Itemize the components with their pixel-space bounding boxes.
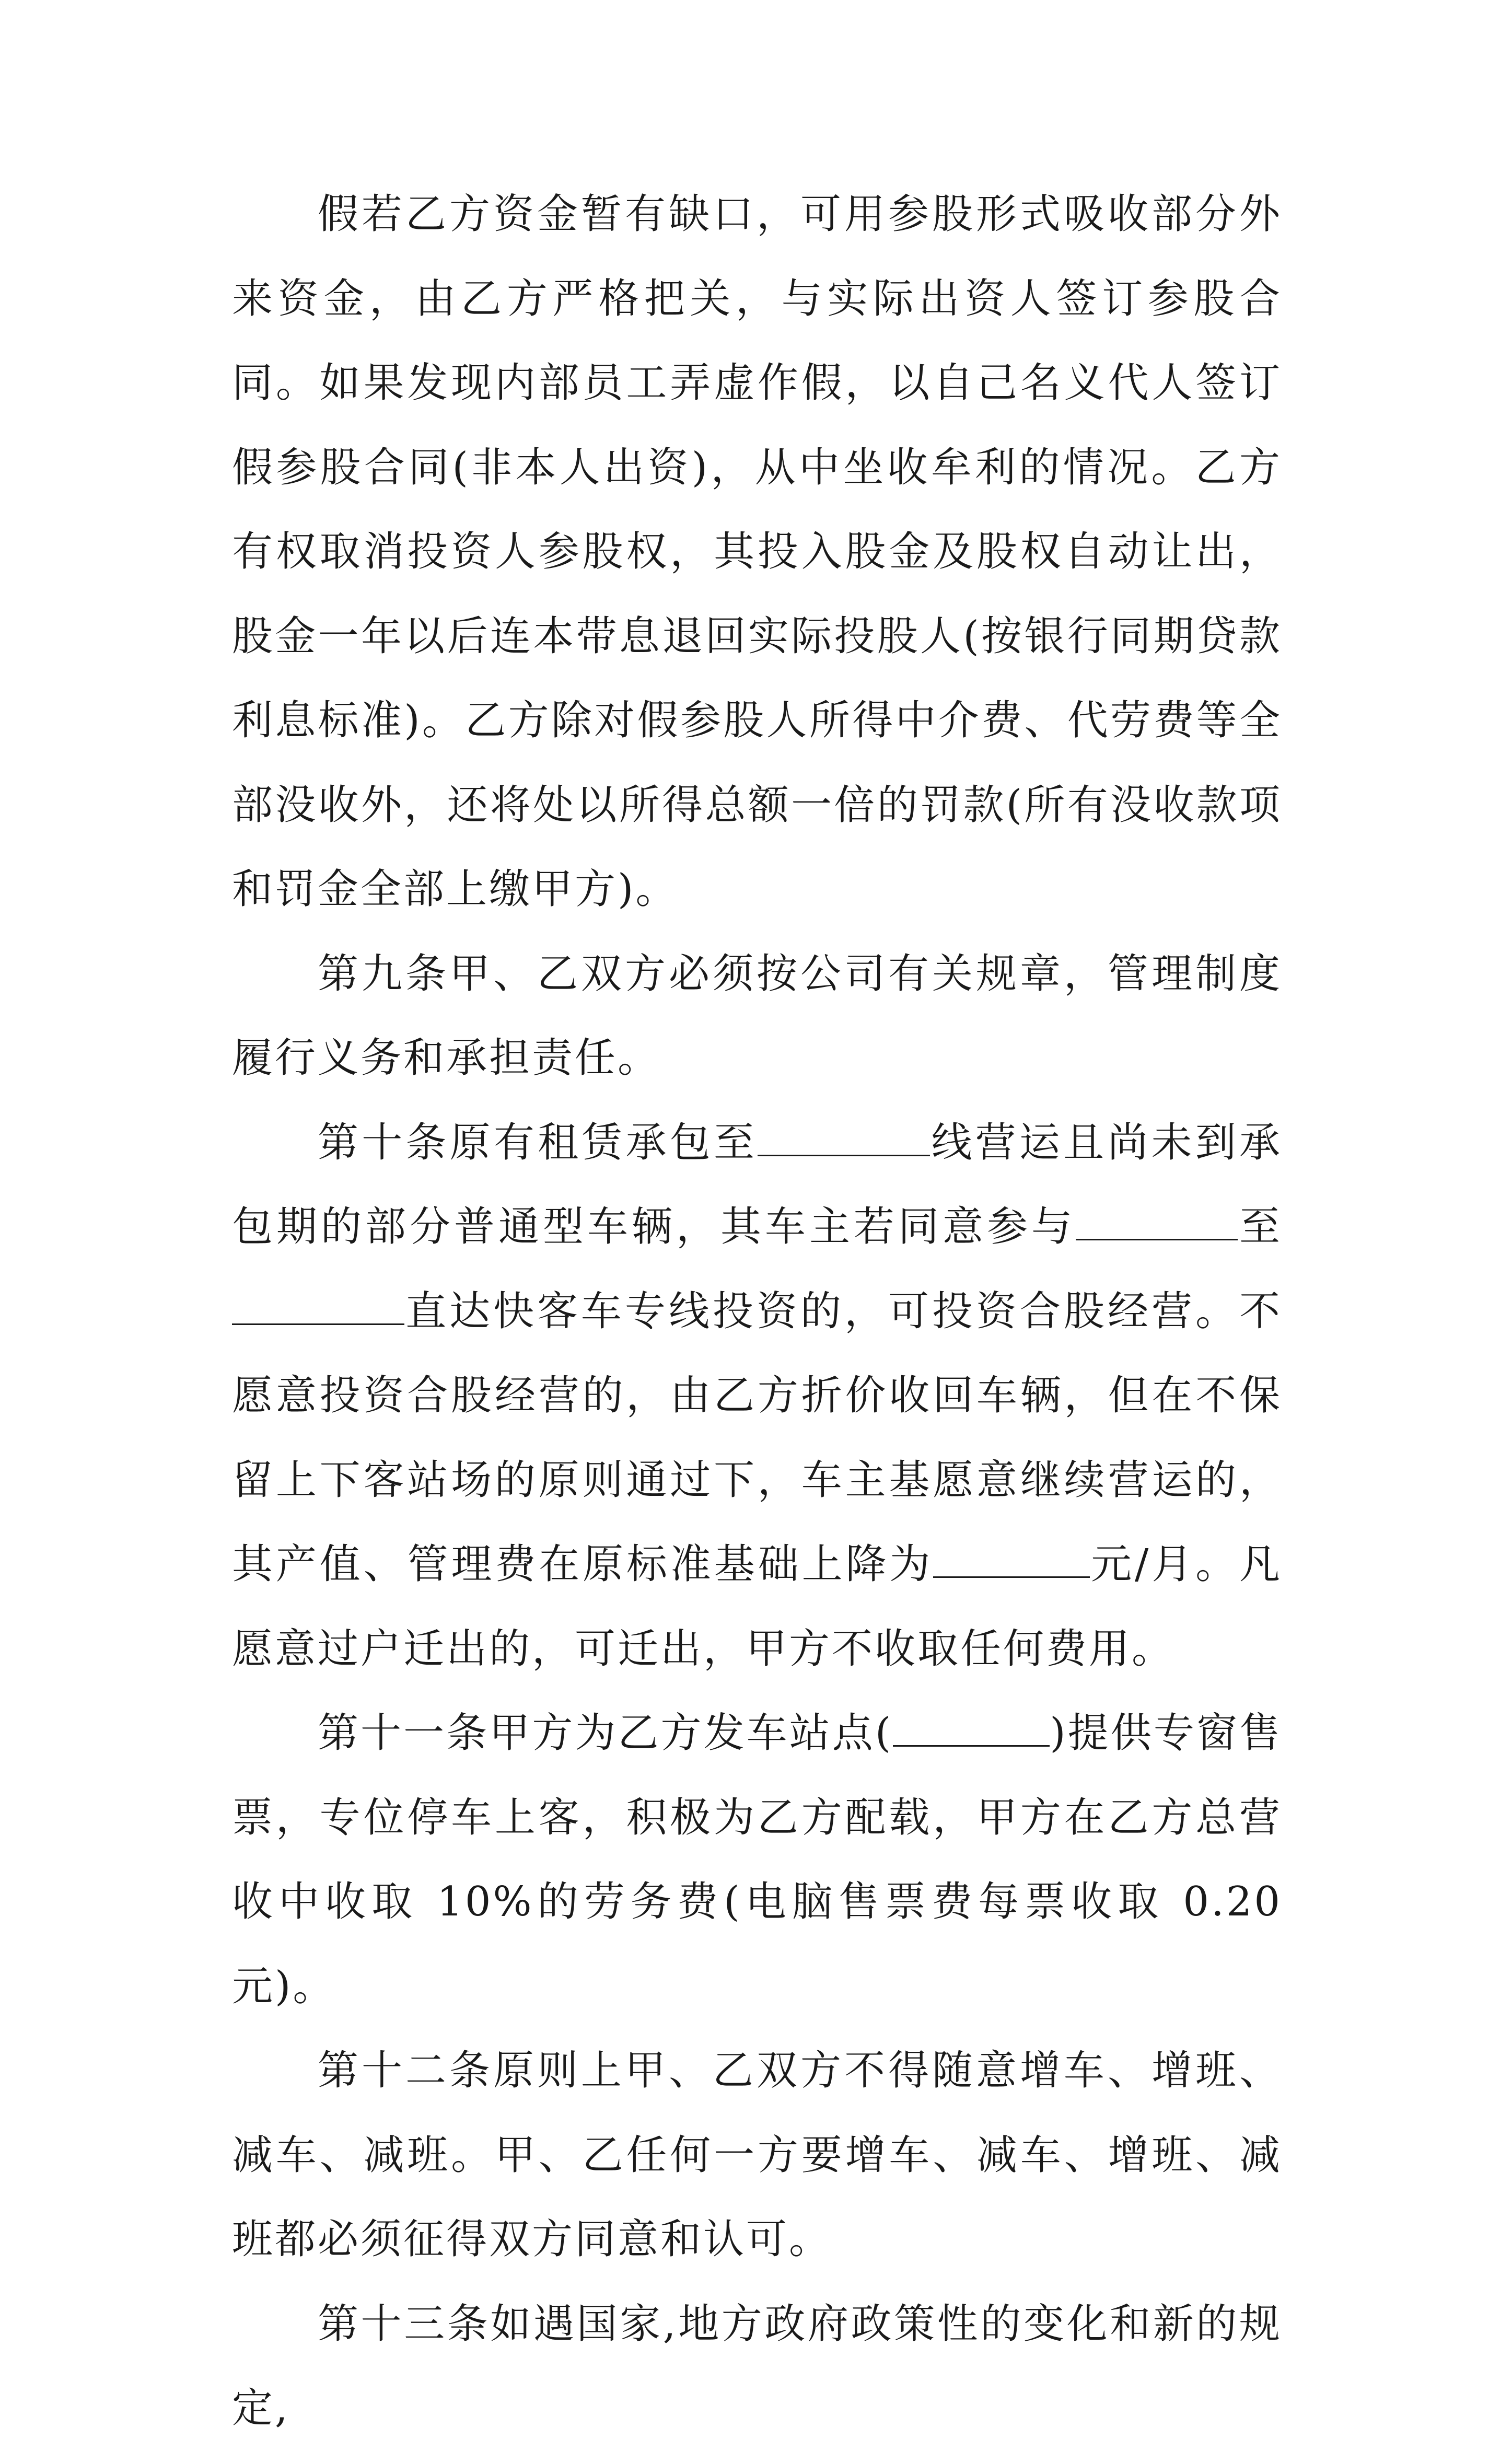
paragraph-text: 第十三条如遇国家,地方政府政策性的变化和新的规定, [232,2300,1282,2432]
paragraph-text: 第十二条原则上甲、乙双方不得随意增车、增班、减车、减班。甲、乙任何一方要增车、减车、增班、减班都必须征得双方同意和认可。 [232,2047,1282,2263]
paragraph-text: 第十条原有租赁承包至 [318,1119,758,1166]
paragraph-text: 至 [1237,1203,1282,1250]
paragraph-article-11 [232,1691,1282,2029]
paragraph-text: 第九条甲、乙双方必须按公司有关规章，管理制度履行义务和承担责任。 [232,950,1282,1082]
fill-in-blank [232,1287,404,1325]
paragraph-capital-shortfall [232,172,1282,932]
paragraph-text: 直达快客车专线投资的，可投资合股经营。不愿意投资合股经营的，由乙方折价收回车辆，但在不保留上下客站场的原则通过下，车主基愿意继续营运的，其产值、管理费在原标准基础上降为 [232,1287,1282,1588]
paragraph-text: )提供专窗售票，专位停车上客，积极为乙方配载，甲方在乙方总营收中收取 10%的劳务费(电脑售票费每票收取 0.20 元)。 [232,1710,1282,2010]
fill-in-blank [758,1118,930,1156]
paragraph-text: 线营运且尚未到承包期的部分普通型车辆，其车主若同意参与 [232,1119,1282,1250]
fill-in-blank [1076,1202,1238,1240]
paragraph-text: 第十一条甲方为乙方发车站点( [318,1710,893,1757]
paragraph-article-12 [232,2029,1282,2282]
paragraph-article-9 [232,932,1282,1101]
paragraph-text: 元/月。凡愿意过户迁出的，可迁出，甲方不收取任何费用。 [232,1541,1282,1672]
paragraph-article-10 [232,1101,1282,1692]
fill-in-blank [933,1540,1090,1578]
document-body [232,172,1282,2451]
fill-in-blank [893,1709,1050,1747]
paragraph-text: 假若乙方资金暂有缺口，可用参股形式吸收部分外来资金，由乙方严格把关，与实际出资人签订参股合同。如果发现内部员工弄虚作假，以自己名义代人签订假参股合同(非本人出资)，从中坐收牟利的情况。乙方有权取消投资人参股权，其投入股金及股权自动让出，股金一年以后连本带息退回实际投股人(按银行同期贷款利息标准)。乙方除对假参股人所得中介费、代劳费等全部没收外，还将处以所得总额一倍的罚款(所有没收款项和罚金全部上缴甲方)。 [232,191,1282,913]
paragraph-article-13 [232,2282,1282,2451]
